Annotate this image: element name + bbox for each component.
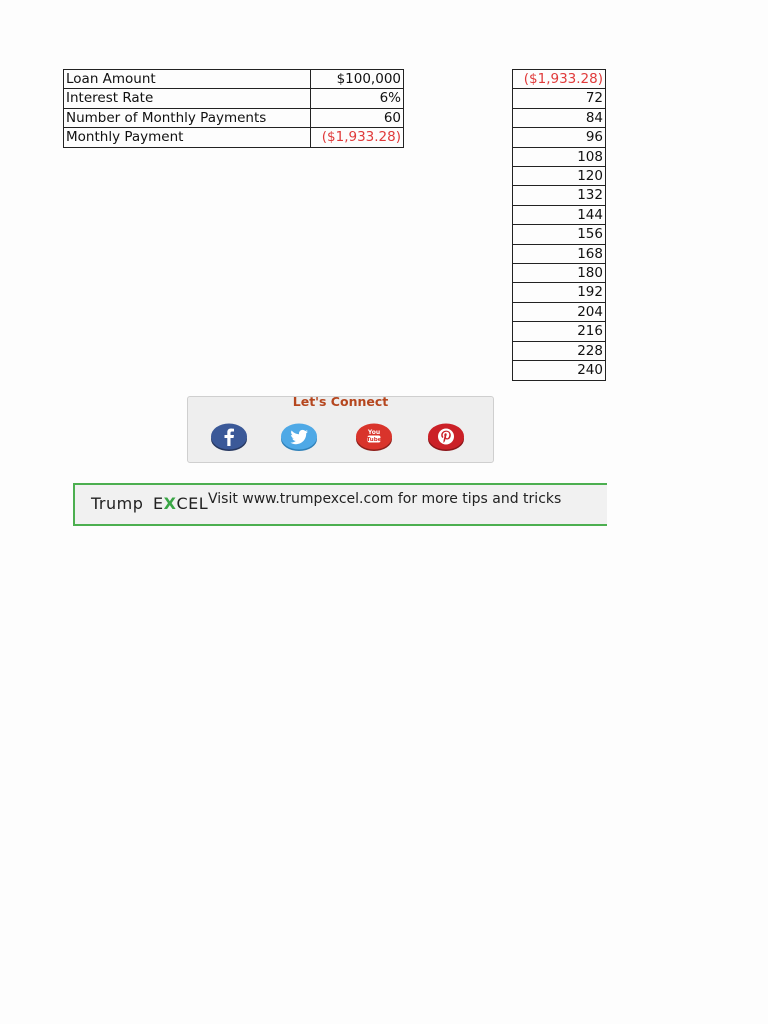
months-cell[interactable]: 156 — [513, 225, 606, 244]
youtube-button[interactable] — [354, 422, 390, 450]
months-cell[interactable]: 204 — [513, 302, 606, 321]
lets-connect-panel — [187, 396, 494, 463]
logo-excel-text — [153, 494, 208, 513]
interest-rate-value[interactable]: 6% — [311, 89, 404, 108]
banner-link-text[interactable]: Visit www.trumpexcel.com for more tips and tricks — [208, 491, 562, 507]
months-cell[interactable]: 96 — [513, 128, 606, 147]
num-payments-value[interactable]: 60 — [311, 108, 404, 127]
months-cell[interactable]: 72 — [513, 89, 606, 108]
table-row — [64, 128, 404, 147]
pinterest-icon — [426, 422, 466, 452]
loan-amount-label[interactable]: Loan Amount — [64, 70, 311, 89]
data-table-result-cell[interactable]: ($1,933.28) — [513, 70, 606, 89]
loan-input-table — [63, 69, 404, 148]
months-cell[interactable]: 192 — [513, 283, 606, 302]
trumpexcel-banner[interactable] — [73, 483, 607, 526]
table-row — [513, 147, 606, 166]
table-row — [513, 89, 606, 108]
table-row — [513, 264, 606, 283]
loan-amount-value[interactable]: $100,000 — [311, 70, 404, 89]
facebook-icon — [209, 422, 249, 452]
data-table-months — [512, 69, 606, 381]
months-cell[interactable]: 108 — [513, 147, 606, 166]
table-row — [64, 108, 404, 127]
table-row — [513, 205, 606, 224]
months-cell[interactable]: 84 — [513, 108, 606, 127]
twitter-button[interactable] — [279, 422, 315, 450]
table-row — [513, 341, 606, 360]
table-row — [513, 244, 606, 263]
logo-trump-text: Trump — [91, 494, 144, 513]
months-cell[interactable]: 120 — [513, 167, 606, 186]
table-row — [513, 225, 606, 244]
table-row — [513, 108, 606, 127]
logo-e: E — [153, 494, 164, 513]
table-row — [513, 70, 606, 89]
facebook-button[interactable] — [209, 422, 245, 450]
youtube-icon — [354, 422, 394, 452]
table-row — [513, 167, 606, 186]
months-cell[interactable]: 132 — [513, 186, 606, 205]
table-row — [513, 302, 606, 321]
months-cell[interactable]: 228 — [513, 341, 606, 360]
table-row — [513, 283, 606, 302]
youtube-tube-text: Tube — [366, 437, 382, 443]
months-cell[interactable]: 180 — [513, 264, 606, 283]
months-cell[interactable]: 144 — [513, 205, 606, 224]
num-payments-label[interactable]: Number of Monthly Payments — [64, 108, 311, 127]
monthly-payment-value[interactable]: ($1,933.28) — [311, 128, 404, 147]
months-cell[interactable]: 216 — [513, 322, 606, 341]
table-row — [513, 128, 606, 147]
lets-connect-title: Let's Connect — [292, 394, 389, 409]
table-row — [513, 361, 606, 380]
monthly-payment-label[interactable]: Monthly Payment — [64, 128, 311, 147]
months-cell[interactable]: 240 — [513, 361, 606, 380]
table-row — [513, 322, 606, 341]
logo-cel: CEL — [176, 494, 209, 513]
youtube-you-text: You — [367, 429, 381, 436]
twitter-icon — [279, 422, 319, 452]
table-row — [513, 186, 606, 205]
months-cell[interactable]: 168 — [513, 244, 606, 263]
table-row — [64, 89, 404, 108]
logo-x: X — [163, 494, 177, 513]
interest-rate-label[interactable]: Interest Rate — [64, 89, 311, 108]
pinterest-button[interactable] — [426, 422, 462, 450]
table-row — [64, 70, 404, 89]
